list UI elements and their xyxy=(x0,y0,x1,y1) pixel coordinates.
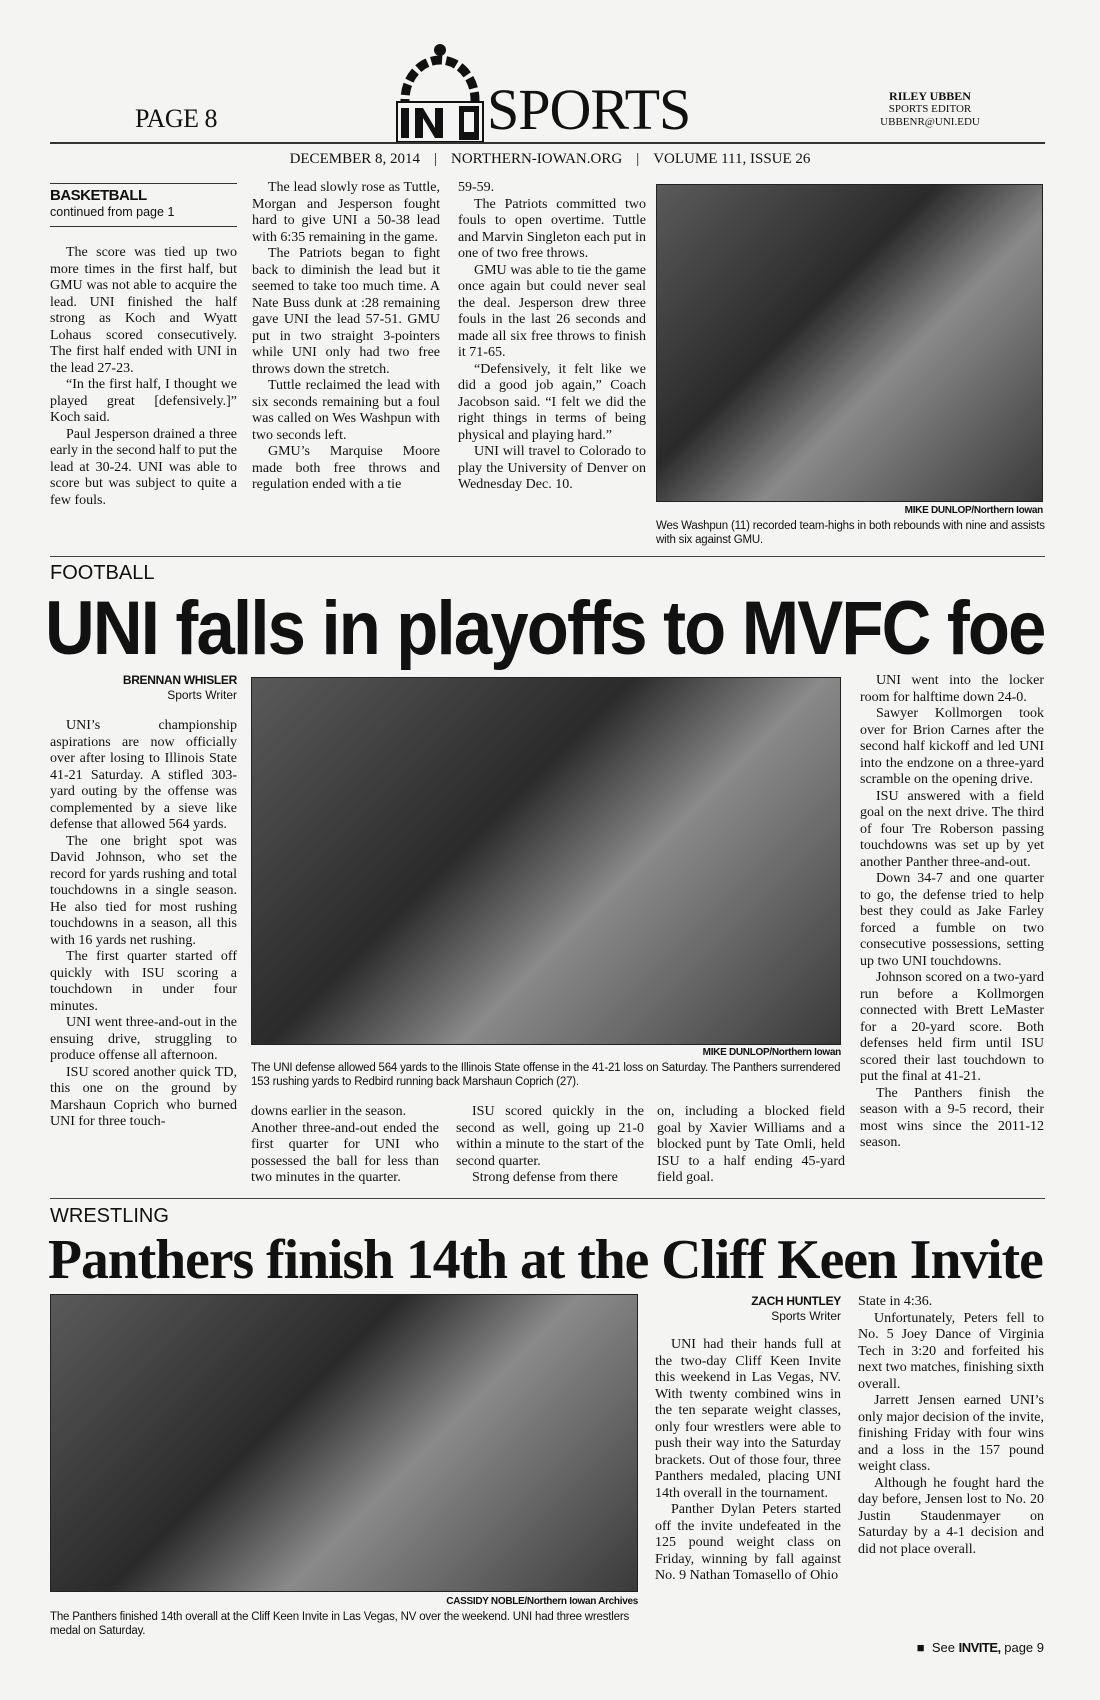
separator: | xyxy=(636,151,640,167)
basketball-column-1 xyxy=(50,245,237,509)
paragraph: GMU was able to tie the game once again but could never seal the deal. Jesperson drew three fouls in the last 26 seconds and made all six free throws to finish it 71-65. xyxy=(458,262,646,360)
paragraph: The first quarter started off quickly with ISU scoring a touchdown in under four minutes. xyxy=(50,949,237,1014)
paragraph: Down 34-7 and one quarter to go, the defense tried to help best they could as Jake Farley forced a fumble on two consecutive possessions, setting up two UNI touchdowns. xyxy=(860,871,1044,969)
photo-caption: The Panthers finished 14th overall at the Cliff Keen Invite in Las Vegas, NV over the weekend. UNI had three wrestlers medal on Saturday. xyxy=(50,1611,629,1637)
photo-caption: Wes Washpun (11) recorded team-highs in both rebounds with nine and assists with six against GMU. xyxy=(656,520,1045,546)
masthead-rule xyxy=(50,142,1045,144)
paragraph: Johnson scored on a two-yard run before a Kollmorgen connected with Brett LeMaster for a 20-yard score. Both defenses held firm until ISU scored their last touchdown to put the final at 41-21. xyxy=(860,970,1044,1084)
paragraph: ISU answered with a field goal on the next drive. The third of four Tre Roberson passing touchdowns was set up by yet another Panther three-and-out. xyxy=(860,788,1044,870)
jump-page: page 9 xyxy=(1004,1640,1044,1655)
paragraph: The score was tied up two more times in the first half, but GMU was not able to acquire the lead. UNI finished the half strong as Koch and Wyatt Lohaus scored consecutively. The first half ended with UNI in the lead 27-23. xyxy=(50,245,237,376)
paragraph: The Patriots began to fight back to diminish the lead but it seemed to take too much time. A Nate Buss dunk at :28 remaining gave UNI the lead 57-51. GMU put in two straight 3-pointers while UNI only had two free throws down the stretch. xyxy=(252,246,440,377)
wrestling-column-1 xyxy=(655,1337,841,1585)
photo-caption: The UNI defense allowed 564 yards to the Illinois State offense in the 41-21 loss on Saturday. The Panthers surrendered 153 rushing yards to Redbird running back Marshaun Coprich (27). xyxy=(251,1062,841,1088)
volume-issue: VOLUME 111, ISSUE 26 xyxy=(653,151,811,167)
photo-credit: MIKE DUNLOP/Northern Iowan xyxy=(904,505,1043,516)
paragraph: Sawyer Kollmorgen took over for Brion Carnes after the second half kickoff and led UNI into the endzone on a three-yard scramble on the opening drive. xyxy=(860,706,1044,787)
editor-email: UBBENR@UNI.EDU xyxy=(880,116,980,128)
paragraph: The one bright spot was David Johnson, who set the record for yards rushing and total touchdowns in a single season. He also tied for most rushing touchdowns in a season, all this with 16 yards net rushing. xyxy=(50,833,237,948)
basketball-photo xyxy=(656,184,1043,502)
paragraph: The Patriots committed two fouls to open overtime. Tuttle and Marvin Singleton each put in one of two free throws. xyxy=(458,196,646,261)
wrestling-photo xyxy=(50,1294,638,1592)
paragraph: “In the first half, I thought we played great [defensively.]” Koch said. xyxy=(50,377,237,425)
paragraph: UNI went three-and-out in the ensuing drive, struggling to produce offense all afternoon. xyxy=(50,1015,237,1063)
paragraph: Paul Jesperson drained a three early in the second half to put the lead at 30-24. UNI was able to score but was subject to quite a few fouls. xyxy=(50,426,237,508)
issue-date: DECEMBER 8, 2014 xyxy=(289,151,420,167)
basketball-jump-header xyxy=(50,183,237,227)
website: NORTHERN-IOWAN.ORG xyxy=(451,151,623,167)
photo-credit: MIKE DUNLOP/Northern Iowan xyxy=(702,1047,841,1058)
football-photo xyxy=(251,677,841,1045)
section-divider xyxy=(50,1198,1045,1199)
paragraph: GMU’s Marquise Moore made both free throws and regulation ended with a tie xyxy=(252,444,440,492)
paragraph: UNI will travel to Colorado to play the University of Denver on Wednesday Dec. 10. xyxy=(458,444,646,492)
byline xyxy=(655,1294,841,1324)
sports-logo xyxy=(395,40,725,145)
paragraph: ISU scored another quick TD, this one on the ground by Marshaun Coprich who burned UNI for three touch- xyxy=(50,1064,237,1129)
basketball-column-3 xyxy=(458,180,646,494)
editor-title: SPORTS EDITOR xyxy=(888,103,972,115)
author-name: BRENNAN WHISLER xyxy=(122,673,237,687)
paragraph: downs earlier in the season. xyxy=(251,1104,407,1119)
wrestling-column-2 xyxy=(858,1294,1044,1558)
football-column-5 xyxy=(860,673,1044,1152)
author-name: ZACH HUNTLEY xyxy=(751,1294,841,1308)
football-column-4 xyxy=(657,1104,845,1187)
paragraph: State in 4:36. xyxy=(858,1294,933,1309)
football-column-2 xyxy=(251,1104,439,1187)
section-title: SPORTS xyxy=(487,77,691,142)
author-role: Sports Writer xyxy=(771,1309,841,1323)
uni-arch-logo-icon xyxy=(395,40,485,145)
basketball-label: BASKETBALL xyxy=(50,187,147,204)
author-role: Sports Writer xyxy=(167,688,237,702)
paragraph: Unfortunately, Peters fell to No. 5 Joey Dance of Virginia Tech in 3:20 and forfeited his next two matches, finishing sixth overall. xyxy=(858,1310,1044,1392)
photo-credit: CASSIDY NOBLE/Northern Iowan Archives xyxy=(446,1596,638,1607)
page-number: PAGE 8 xyxy=(135,104,218,133)
football-headline: UNI falls in playoffs to MVFC foe xyxy=(45,586,1045,671)
editor-info xyxy=(860,90,1000,129)
byline xyxy=(50,673,237,703)
wrestling-headline: Panthers finish 14th at the Cliff Keen Invite xyxy=(48,1229,1043,1291)
jump-prefix: See xyxy=(931,1640,955,1655)
football-column-1 xyxy=(50,718,237,1131)
section-divider xyxy=(50,556,1045,557)
wrestling-label: WRESTLING xyxy=(50,1205,169,1227)
paragraph: The lead slowly rose as Tuttle, Morgan and Jesperson fought hard to give UNI a 50-38 lead with 6:35 remaining in the game. xyxy=(252,180,440,245)
paragraph: 59-59. xyxy=(458,180,495,195)
paragraph: “Defensively, it felt like we did a good job again,” Coach Jacobson said. “I felt we did the right things in terms of being physical and playing hard.” xyxy=(458,361,646,443)
square-bullet-icon: ■ xyxy=(916,1640,925,1655)
paragraph: Tuttle reclaimed the lead with six seconds remaining but a foul was called on Wes Washpun with two seconds left. xyxy=(252,378,440,443)
paragraph: Strong defense from there xyxy=(472,1170,618,1185)
dateline xyxy=(0,150,1100,168)
basketball-column-2 xyxy=(252,180,440,494)
paragraph: Jarrett Jensen earned UNI’s only major decision of the invite, finishing Friday with four wins and a loss in the 157 pound weight class. xyxy=(858,1393,1044,1474)
jump-keyword: INVITE, xyxy=(958,1640,1001,1655)
paragraph: UNI had their hands full at the two-day Cliff Keen Invite this weekend in Las Vegas, NV. With twenty combined wins in the ten separate weight classes, only four wrestlers were able to push their way into the Saturday brackets. Out of those four, three Panthers medaled, placing UNI 14th overall in the tournament. xyxy=(655,1337,841,1501)
paragraph: UNI went into the locker room for halftime down 24-0. xyxy=(860,673,1044,705)
separator: | xyxy=(434,151,438,167)
football-column-3 xyxy=(456,1104,644,1187)
paragraph: ISU scored quickly in the second as well, going up 21-0 within a minute to the start of the second quarter. xyxy=(456,1104,644,1169)
continued-label: continued from page 1 xyxy=(50,205,175,219)
editor-name: RILEY UBBEN xyxy=(889,89,971,103)
paragraph: Although he fought hard the day before, Jensen lost to No. 20 Justin Staudenmayer on Saturday by a 4-1 decision and did not place overall. xyxy=(858,1475,1044,1557)
paragraph: Panther Dylan Peters started off the invite undefeated in the 125 pound weight class on Friday, winning by fall against No. 9 Nathan Tomasello of Ohio xyxy=(655,1502,841,1583)
paragraph: UNI’s championship aspirations are now officially over after losing to Illinois State 41-21 Saturday. A stifled 303-yard outing by the offense was complemented by a sieve like defense that allowed 564 yards. xyxy=(50,718,237,832)
see-invite-jump-link[interactable] xyxy=(858,1640,1044,1656)
paragraph: on, including a blocked field goal by Xavier Williams and a blocked punt by Tate Omli, held ISU to a half ending 45-yard field goal. xyxy=(657,1104,845,1185)
paragraph: Another three-and-out ended the first quarter for UNI who possessed the ball for less than two minutes in the quarter. xyxy=(251,1120,439,1185)
football-label: FOOTBALL xyxy=(50,562,155,584)
paragraph: The Panthers finish the season with a 9-5 record, their most wins since the 2011-12 season. xyxy=(860,1085,1044,1150)
